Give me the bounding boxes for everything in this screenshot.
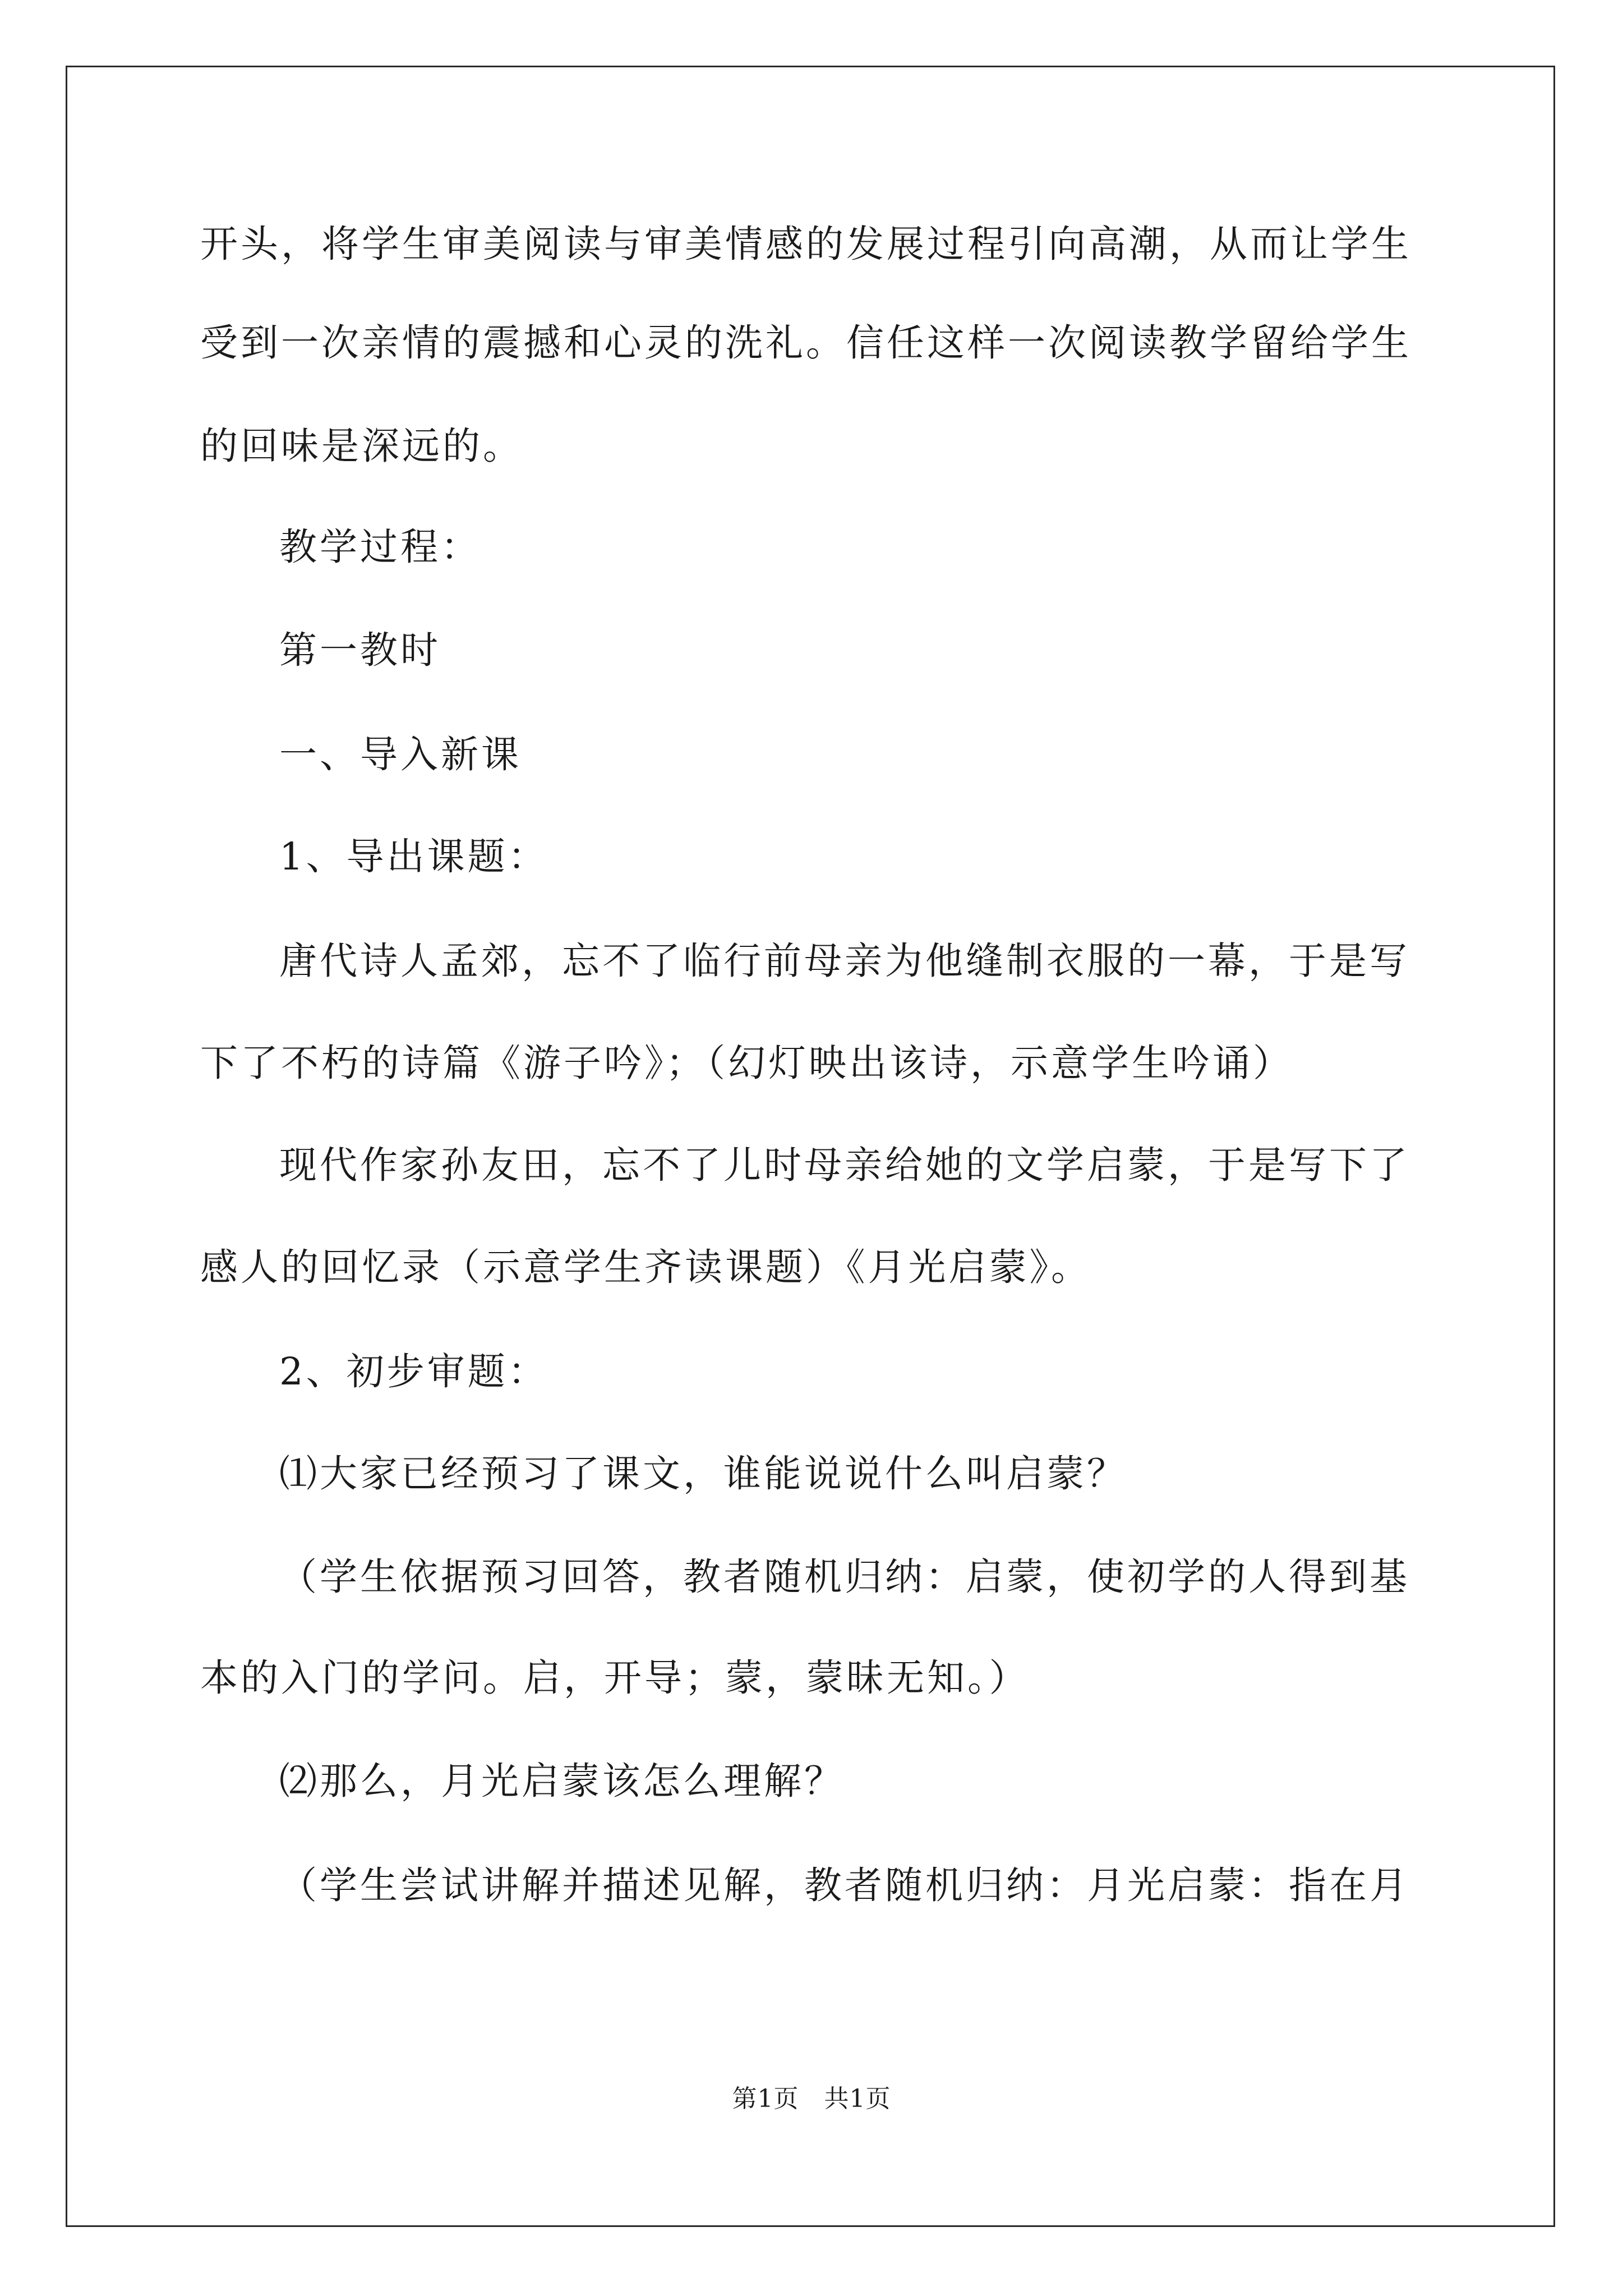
paragraph-line: 下了不朽的诗篇《游子吟》；（幻灯映出该诗，示意学生吟诵） (200, 1041, 1293, 1085)
paragraph-line: 的回味是深远的。 (200, 424, 523, 468)
page-number-footer: 第1页 共1页 (732, 2085, 891, 2113)
paragraph-line: （学生依据预习回答，教者随机归纳：启蒙，使初学的人得到基 (279, 1555, 1410, 1599)
section-heading: 教学过程： (279, 525, 481, 569)
section-heading: 一、导入新课 (279, 733, 522, 776)
paragraph-line: 感人的回忆录（示意学生齐读课题）《月光启蒙》。 (200, 1245, 1091, 1289)
paragraph-line: 开头，将学生审美阅读与审美情感的发展过程引向高潮，从而让学生 (200, 222, 1412, 266)
lesson-heading: 第一教时 (279, 628, 441, 672)
paragraph-line: 现代作家孙友田，忘不了儿时母亲给她的文学启蒙，于是写下了 (279, 1143, 1410, 1187)
question-line: ⑵那么，月光启蒙该怎么理解？ (279, 1759, 845, 1803)
paragraph-line: 本的入门的学问。启，开导；蒙，蒙昧无知。） (200, 1656, 1030, 1700)
step-heading: 2、初步审题： (279, 1350, 548, 1393)
step-heading: 1、导出课题： (279, 835, 548, 878)
paragraph-line: 受到一次亲情的震撼和心灵的洗礼。信任这样一次阅读教学留给学生 (200, 321, 1412, 365)
paragraph-line: 唐代诗人孟郊，忘不了临行前母亲为他缝制衣服的一幕，于是写 (279, 939, 1410, 983)
question-line: ⑴大家已经预习了课文，谁能说说什么叫启蒙？ (279, 1452, 1127, 1496)
paragraph-line: （学生尝试讲解并描述见解，教者随机归纳：月光启蒙：指在月 (279, 1864, 1410, 1907)
